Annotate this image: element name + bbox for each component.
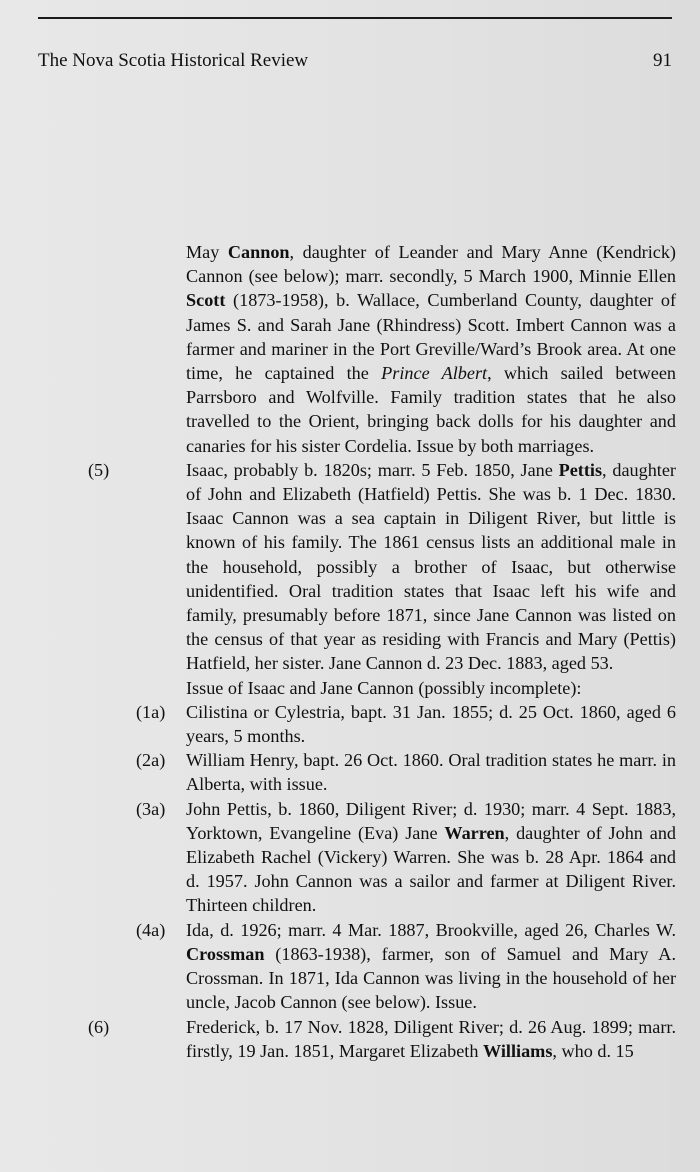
entry-1a — [88, 700, 676, 748]
text-run: Isaac, probably b. 1820s; marr. 5 Feb. 1850, Jane — [186, 459, 559, 480]
surname-bold: Crossman — [186, 943, 265, 964]
text-run: (1863-1938), farmer, son of Samuel and Mary A. Crossman. In 1871, Ida Cannon was living in the household of her uncle, Jacob Cannon (see below). Issue. — [186, 943, 676, 1013]
text-run: William Henry, bapt. 26 Oct. 1860. Oral tradition states he marr. in Alberta, with issue. — [186, 750, 676, 795]
header-rule — [38, 17, 672, 19]
ship-name-italic: Prince Albert — [381, 363, 488, 384]
entry-3a — [88, 797, 676, 918]
text-run: Cilistina or Cylestria, bapt. 31 Jan. 1855; d. 25 Oct. 1860, aged 6 years, 5 months. — [186, 701, 676, 747]
genealogy-body — [88, 240, 676, 1063]
text-run: (1873-1958), b. Wallace, Cumberland County, daughter of James S. and Sarah Jane (Rhindress) Scott. Imbert Cannon was a farmer and mariner in the Port Greville/Ward’s Brook area. At one time, he captained the — [186, 290, 676, 384]
surname-bold: Scott — [186, 290, 226, 311]
entry-number: (5) — [88, 459, 110, 480]
entry-number: (4a) — [136, 919, 166, 940]
text-run: Ida, d. 1926; marr. 4 Mar. 1887, Brookville, aged 26, Charles W. — [186, 919, 676, 940]
running-header-title: The Nova Scotia Historical Review — [38, 50, 309, 71]
surname-bold: Pettis — [558, 459, 603, 480]
text-run: , daughter of John and Elizabeth (Hatfield) Pettis. She was b. 1 Dec. 1830. Isaac Cannon was a sea captain in Diligent River, but little is known of his family. The 1861 census lists an additional male in the household, possibly a brother of Isaac, but otherwise unidentified. Oral tradition states that Isaac left his wife and family, presumably before 1871, since Jane Cannon was listed on the census of that year as residing with Francis and Mary (Pettis) Hatfield, her sister. Jane Cannon d. 23 Dec. 1883, aged 53. — [186, 459, 676, 674]
text-run: , who d. 15 — [552, 1040, 634, 1061]
text-run: John Pettis, b. 1860, Diligent River; d. 1930; marr. 4 Sept. 1883, Yorktown, Evangeline (Eva) Jane — [186, 798, 676, 843]
continued-entry — [88, 240, 676, 458]
entry-6 — [88, 1015, 676, 1063]
text-run: , daughter of John and Elizabeth Rachel (Vickery) Warren. She was b. 28 Apr. 1864 and d. 1957. John Cannon was a sailor and farmer at Diligent River. Thirteen children. — [186, 822, 677, 916]
entry-2a — [88, 748, 676, 796]
text-run: Frederick, b. 17 Nov. 1828, Diligent River; d. 26 Aug. 1899; marr. firstly, 19 Jan. 1851, Margaret Elizabeth — [186, 1016, 676, 1061]
issue-heading: Issue of Isaac and Jane Cannon (possibly incomplete): — [186, 677, 582, 698]
entry-number: (2a) — [136, 750, 166, 771]
entry-number: (1a) — [136, 701, 166, 722]
surname-bold: Williams — [483, 1040, 553, 1061]
entry-5 — [88, 458, 676, 676]
text-run: May — [186, 242, 228, 262]
page-number: 91 — [653, 50, 672, 71]
surname-bold: Cannon — [227, 242, 290, 262]
entry-number: (3a) — [136, 798, 166, 819]
text-run: , daughter of Leander and Mary Anne (Kendrick) Cannon (see below); marr. secondly, 5 March 1900, Minnie Ellen — [186, 242, 676, 287]
surname-bold: Warren — [444, 822, 505, 843]
entry-number: (6) — [88, 1016, 110, 1037]
entry-4a — [88, 918, 676, 1015]
text-run: , which sailed between Parrsboro and Wolfville. Family tradition states that he also travelled to the Orient, bringing back dolls for his daughter and canaries for his sister Cordelia. Issue by both marriages. — [186, 363, 676, 456]
